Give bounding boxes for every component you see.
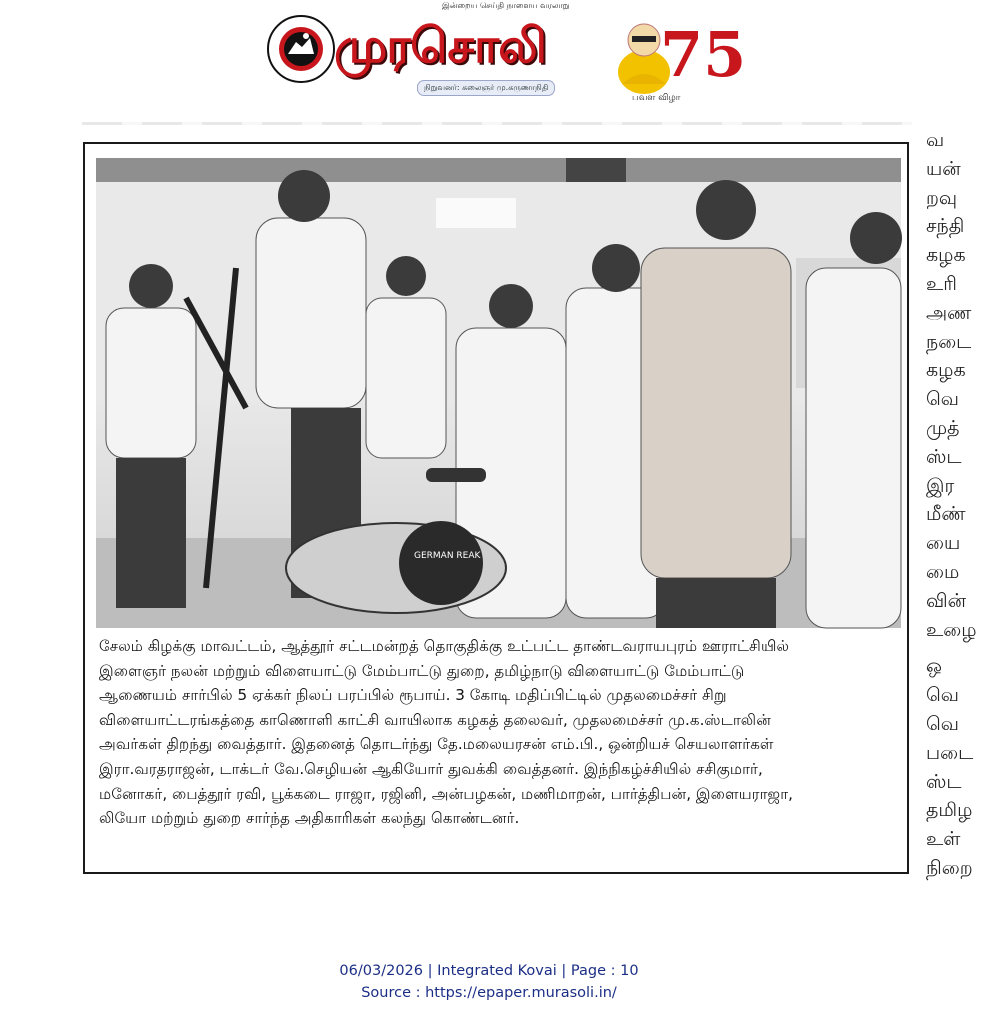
side-column-line: அண xyxy=(926,301,972,324)
side-column-line: உரி xyxy=(926,272,957,295)
side-column-line: யன் xyxy=(926,157,961,180)
side-column-fragment xyxy=(926,126,986,883)
emblem-logo xyxy=(266,14,336,84)
side-column-line: தமிழ xyxy=(926,799,973,822)
side-column-line: வெ xyxy=(926,684,959,707)
side-column-line: யை xyxy=(926,532,961,555)
side-column-line: வ xyxy=(926,129,945,151)
side-column-line: சந்தி xyxy=(926,215,965,238)
side-column-line: மீண் xyxy=(926,503,966,526)
anniversary-number: 75 xyxy=(660,18,747,91)
side-column-line: கழக xyxy=(926,244,966,267)
side-column-line: நடை xyxy=(926,330,972,353)
side-column-line: வெ xyxy=(926,388,959,411)
article-box xyxy=(83,142,909,874)
side-column-line: முத் xyxy=(926,416,960,439)
masthead xyxy=(262,0,747,104)
footer-source-link[interactable]: Source : https://epaper.murasoli.in/ xyxy=(361,985,617,1001)
photo-caption: சேலம் கிழக்கு மாவட்டம், ஆத்தூர் சட்டமன்றத் தொகுதிக்கு உட்பட்ட தாண்டவராயபுரம் ஊராட்சியில் இளைஞர் நலன் மற்றும் விளையாட்டு மேம்பாட்டு துறை, தமிழ்நாடு விளையாட்டு மேம்பாட்டு ஆணையம் சார்பில் 5 ஏக்கர் நிலப் பரப்பில் ரூபாய். 3 கோடி மதிப்பிட்டில் முதலமைச்சர் சிறு விளையாட்டரங்கத்தை காணொளி காட்சி வாயிலாக கழகத் தலைவர், முதலமைச்சர் மு.க.ஸ்டாலின் அவர்கள் திறந்து வைத்தார். இதனைத் தொடர்ந்து தே.மலையரசன் எம்.பி., ஒன்றியச் செயலாளர்கள் இரா.வரதராஜன், டாக்டர் வே.செழியன் ஆகியோர் துவக்கி வைத்தனர். இந்நிகழ்ச்சியில் சசிகுமார், மனோகர், பைத்தூர் ரவி, பூக்கடை ராஜா, ரஜினி, அன்பழகன், மணிமாறன், பார்த்திபன், இளையராஜா, லியோ மற்றும் துறை சார்ந்த அதிகாரிகள் கலந்து கொண்டனர். xyxy=(99,637,793,828)
side-column-line: படை xyxy=(926,741,974,764)
page-footer xyxy=(0,960,978,1004)
masthead-logo-text: முரசொலி xyxy=(334,18,546,74)
founder-label: நிறுவனர்: கலைஞர் மு.கருணாநிதி xyxy=(417,80,555,96)
side-column-line: ஸ்ட xyxy=(926,770,962,793)
footer-edition-line: 06/03/2026 | Integrated Kovai | Page : 10 xyxy=(339,963,639,979)
event-photo-illustration xyxy=(96,158,901,628)
side-column-line: றவு xyxy=(926,186,958,209)
anniversary-label: பவள விழா xyxy=(632,93,681,103)
side-column-line: வின் xyxy=(926,589,967,612)
side-column-line: உழை xyxy=(926,618,977,641)
side-column-line: உள் xyxy=(926,828,961,851)
equipment-brand: GERMAN REAK xyxy=(414,551,481,561)
side-column-line: இர xyxy=(926,474,955,497)
side-column-line: நிறை xyxy=(926,856,973,879)
side-column-line: மை xyxy=(926,560,960,583)
side-column-line: கழக xyxy=(926,359,966,382)
side-column-gap xyxy=(926,644,986,652)
side-column-line: வெ xyxy=(926,712,959,735)
faint-divider xyxy=(82,122,912,125)
side-column-line: ஒ xyxy=(926,655,942,678)
side-column-line: ஸ்ட xyxy=(926,445,962,468)
masthead-tagline: இன்றைய செய்தி நாளைய வரலாறு xyxy=(442,1,570,10)
anniversary-emblem xyxy=(614,6,747,103)
event-photo xyxy=(96,158,901,628)
